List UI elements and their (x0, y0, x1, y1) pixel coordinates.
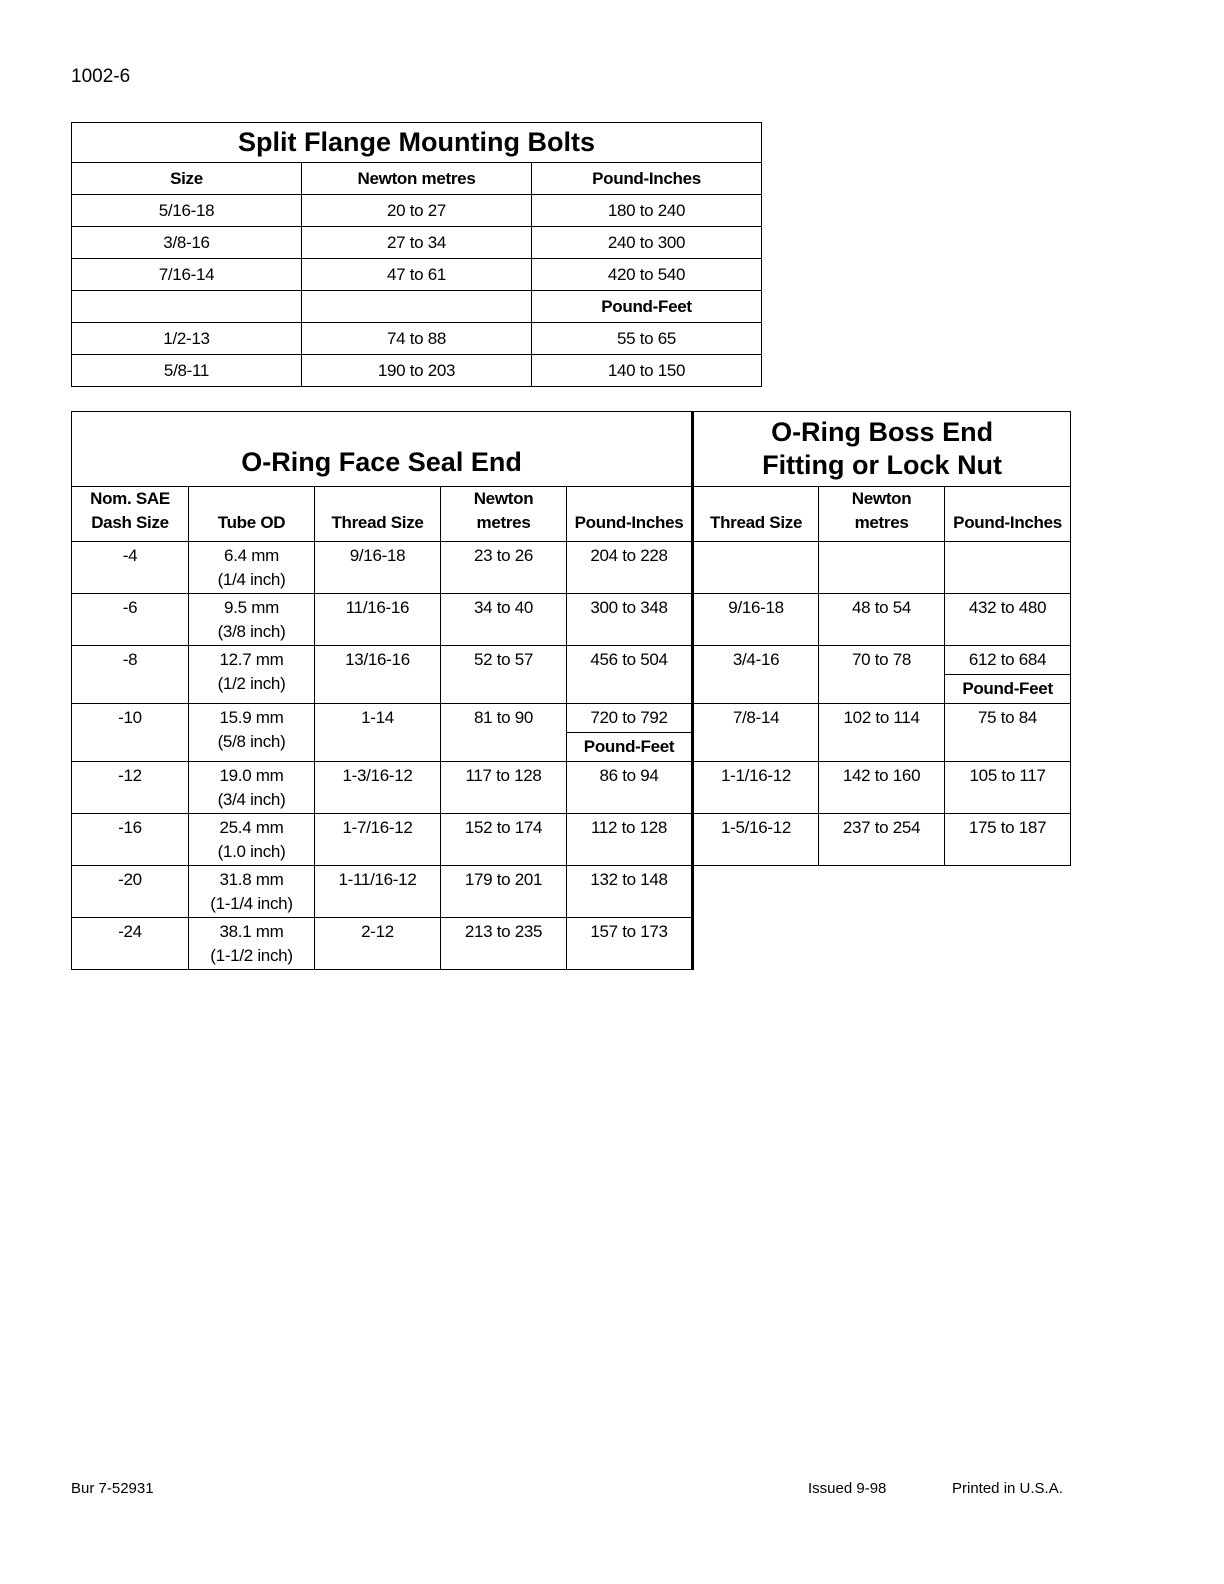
od-inch: (3/8 inch) (217, 622, 286, 641)
od-inch: (1.0 inch) (217, 842, 286, 861)
od-mm: 25.4 mm (219, 818, 284, 837)
table-row (72, 227, 762, 259)
cell-lbin: 180 to 240 (532, 195, 762, 227)
footer-doc-id: Bur 7-52931 (71, 1480, 154, 1497)
table-row (72, 355, 762, 387)
cell-thread: 1-14 (315, 704, 441, 762)
cell-thread: 1-11/16-12 (315, 866, 441, 918)
header-size: Size (72, 163, 302, 195)
empty-area (693, 918, 1071, 970)
table-row (72, 195, 762, 227)
header-thread-size: Thread Size (315, 487, 441, 542)
boss-pound-feet-label: Pound-Feet (945, 674, 1070, 703)
cell-torque: 86 to 94 (567, 762, 693, 814)
cell-lbin: 240 to 300 (532, 227, 762, 259)
cell-thread: 13/16-16 (315, 646, 441, 704)
cell-thread: 1-3/16-12 (315, 762, 441, 814)
cell-nm: 213 to 235 (441, 918, 567, 970)
od-mm: 12.7 mm (219, 650, 284, 669)
table-row (72, 323, 762, 355)
od-mm: 31.8 mm (219, 870, 284, 889)
cell-tube-od (189, 762, 315, 814)
table-row (72, 704, 1071, 762)
footer-issued: Issued 9-98 (808, 1480, 887, 1497)
cell-nm: 52 to 57 (441, 646, 567, 704)
table-row (72, 866, 1071, 918)
cell-nm: 47 to 61 (302, 259, 532, 291)
cell-size: 3/8-16 (72, 227, 302, 259)
header-boss-nm-line2: metres (854, 513, 909, 532)
od-mm: 38.1 mm (219, 922, 284, 941)
table-row (72, 291, 762, 323)
cell-tube-od (189, 646, 315, 704)
oring-table (71, 411, 1071, 970)
cell-dash: -20 (72, 866, 189, 918)
cell-boss-torque: 75 to 84 (945, 704, 1071, 762)
cell-size: 5/8-11 (72, 355, 302, 387)
cell-nm: 81 to 90 (441, 704, 567, 762)
boss-end-title (693, 412, 1071, 487)
empty-cell (72, 291, 302, 323)
cell-nm: 152 to 174 (441, 814, 567, 866)
cell-torque: 157 to 173 (567, 918, 693, 970)
cell-nm: 117 to 128 (441, 762, 567, 814)
od-inch: (1-1/4 inch) (210, 894, 293, 913)
face-seal-title: O-Ring Face Seal End (72, 412, 693, 487)
cell-nm: 23 to 26 (441, 542, 567, 594)
empty-area (693, 866, 1071, 918)
cell-boss-nm: 102 to 114 (819, 704, 945, 762)
cell-size: 1/2-13 (72, 323, 302, 355)
table-row (72, 814, 1071, 866)
header-pound-inches: Pound-Inches (567, 487, 693, 542)
cell-nm: 20 to 27 (302, 195, 532, 227)
boss-title-line2: Fitting or Lock Nut (762, 450, 1003, 480)
cell-boss-nm: 70 to 78 (819, 646, 945, 704)
cell-thread: 1-7/16-12 (315, 814, 441, 866)
cell-boss-nm (819, 542, 945, 594)
cell-tube-od (189, 918, 315, 970)
cell-boss-thread: 3/4-16 (693, 646, 819, 704)
cell-thread: 9/16-18 (315, 542, 441, 594)
cell-torque: 112 to 128 (567, 814, 693, 866)
header-boss-thread-size: Thread Size (693, 487, 819, 542)
cell-thread: 11/16-16 (315, 594, 441, 646)
torque-value: 720 to 792 (590, 708, 668, 727)
cell-nm: 27 to 34 (302, 227, 532, 259)
header-dash-line2: Dash Size (91, 513, 169, 532)
header-boss-nm-line1: Newton (851, 489, 912, 508)
cell-size: 7/16-14 (72, 259, 302, 291)
cell-dash: -6 (72, 594, 189, 646)
cell-dash: -24 (72, 918, 189, 970)
cell-nm: 179 to 201 (441, 866, 567, 918)
cell-torque: 456 to 504 (567, 646, 693, 704)
od-inch: (3/4 inch) (217, 790, 286, 809)
boss-torque-value: 612 to 684 (968, 650, 1047, 669)
cell-torque (567, 704, 693, 762)
table-row (72, 646, 1071, 704)
od-mm: 15.9 mm (219, 708, 284, 727)
cell-torque: 300 to 348 (567, 594, 693, 646)
header-dash-line1: Nom. SAE (90, 489, 170, 508)
header-newton-metres: Newton metres (302, 163, 532, 195)
cell-boss-torque (945, 646, 1071, 704)
table-row (72, 542, 1071, 594)
cell-lbft: 55 to 65 (532, 323, 762, 355)
cell-dash: -16 (72, 814, 189, 866)
cell-nm: 34 to 40 (441, 594, 567, 646)
header-nm-line1: Newton (473, 489, 534, 508)
cell-torque: 132 to 148 (567, 866, 693, 918)
cell-tube-od (189, 542, 315, 594)
header-nm-line2: metres (476, 513, 531, 532)
cell-tube-od (189, 814, 315, 866)
cell-dash: -8 (72, 646, 189, 704)
subheader-pound-feet: Pound-Feet (532, 291, 762, 323)
header-boss-pound-inches: Pound-Inches (945, 487, 1071, 542)
cell-dash: -4 (72, 542, 189, 594)
page-number: 1002-6 (71, 66, 131, 87)
cell-dash: -10 (72, 704, 189, 762)
cell-boss-thread (693, 542, 819, 594)
table-row (72, 762, 1071, 814)
face-pound-feet-label: Pound-Feet (567, 732, 691, 761)
cell-boss-thread: 1-1/16-12 (693, 762, 819, 814)
od-inch: (5/8 inch) (217, 732, 286, 751)
table-row (72, 259, 762, 291)
header-pound-inches: Pound-Inches (532, 163, 762, 195)
cell-tube-od (189, 866, 315, 918)
cell-boss-nm: 237 to 254 (819, 814, 945, 866)
footer-printed: Printed in U.S.A. (952, 1480, 1063, 1497)
od-inch: (1-1/2 inch) (210, 946, 293, 965)
cell-size: 5/16-18 (72, 195, 302, 227)
boss-title-line1: O-Ring Boss End (771, 417, 994, 447)
cell-boss-nm: 48 to 54 (819, 594, 945, 646)
cell-tube-od (189, 704, 315, 762)
cell-dash: -12 (72, 762, 189, 814)
od-inch: (1/4 inch) (217, 570, 286, 589)
cell-torque: 204 to 228 (567, 542, 693, 594)
cell-boss-torque (945, 542, 1071, 594)
od-mm: 19.0 mm (219, 766, 284, 785)
cell-boss-torque: 432 to 480 (945, 594, 1071, 646)
empty-cell (302, 291, 532, 323)
cell-boss-nm: 142 to 160 (819, 762, 945, 814)
header-tube-od: Tube OD (189, 487, 315, 542)
cell-boss-thread: 7/8-14 (693, 704, 819, 762)
table-row (72, 918, 1071, 970)
od-inch: (1/2 inch) (217, 674, 286, 693)
cell-nm: 190 to 203 (302, 355, 532, 387)
header-boss-newton-metres (819, 487, 945, 542)
od-mm: 9.5 mm (224, 598, 279, 617)
header-newton-metres (441, 487, 567, 542)
cell-nm: 74 to 88 (302, 323, 532, 355)
cell-boss-torque: 105 to 117 (945, 762, 1071, 814)
split-flange-table (71, 122, 762, 387)
cell-thread: 2-12 (315, 918, 441, 970)
cell-boss-thread: 9/16-18 (693, 594, 819, 646)
cell-lbin: 420 to 540 (532, 259, 762, 291)
od-mm: 6.4 mm (224, 546, 279, 565)
cell-lbft: 140 to 150 (532, 355, 762, 387)
cell-tube-od (189, 594, 315, 646)
header-dash-size (72, 487, 189, 542)
cell-boss-thread: 1-5/16-12 (693, 814, 819, 866)
cell-boss-torque: 175 to 187 (945, 814, 1071, 866)
split-flange-title: Split Flange Mounting Bolts (72, 123, 762, 163)
table-row (72, 594, 1071, 646)
